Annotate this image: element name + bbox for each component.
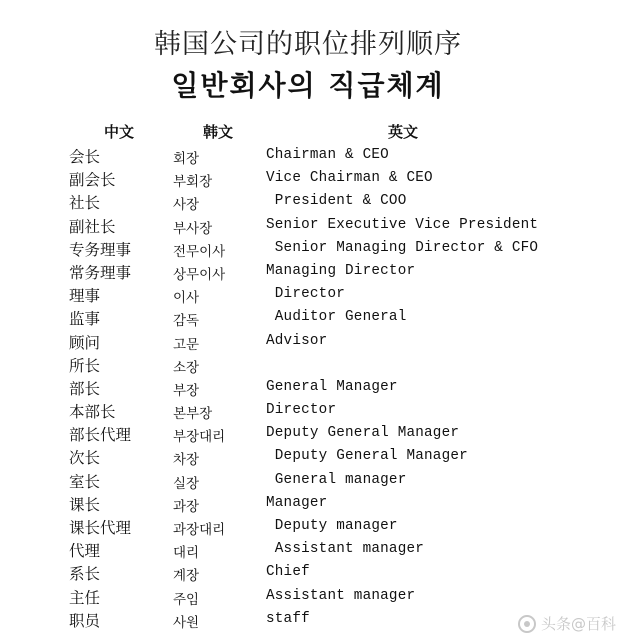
cell-chinese: 代理 <box>69 542 101 561</box>
table-row <box>0 398 628 421</box>
table-row <box>0 375 628 398</box>
cell-english: President & COO <box>266 193 407 210</box>
table-row <box>0 421 628 444</box>
header-korean: 韩文 <box>203 123 234 141</box>
table-row <box>0 305 628 328</box>
table-row <box>0 329 628 352</box>
cell-english: General manager <box>266 471 407 488</box>
table-row <box>0 584 628 607</box>
position-table <box>0 143 628 630</box>
cell-english: General Manager <box>266 378 398 395</box>
cell-korean: 과장대리 <box>173 522 226 538</box>
cell-chinese: 顾问 <box>69 333 101 352</box>
table-row <box>0 236 628 259</box>
header-chinese: 中文 <box>104 123 135 141</box>
cell-english: staff <box>266 610 310 627</box>
table-row <box>0 259 628 282</box>
cell-korean: 전무이사 <box>173 243 226 260</box>
cell-english: Chief <box>266 564 310 581</box>
table-row <box>0 282 628 305</box>
cell-english: Director <box>266 286 346 303</box>
cell-chinese: 课长 <box>69 495 101 514</box>
cell-chinese: 理事 <box>69 287 101 306</box>
cell-english: Auditor General <box>266 309 407 326</box>
cell-korean: 부장 <box>173 382 200 399</box>
cell-english: Senior Managing Director & CFO <box>266 239 539 256</box>
cell-english: Deputy manager <box>266 518 398 534</box>
table-row <box>0 213 628 236</box>
watermark <box>518 613 616 634</box>
cell-korean: 대리 <box>173 545 200 562</box>
cell-korean: 부장대리 <box>173 429 226 446</box>
cell-korean: 사장 <box>173 197 200 214</box>
toutiao-logo-icon <box>518 615 536 633</box>
cell-chinese: 课长代理 <box>69 519 132 537</box>
cell-english: Deputy General Manager <box>266 425 460 442</box>
cell-chinese: 常务理事 <box>69 263 132 282</box>
cell-english: Managing Director <box>266 262 416 279</box>
cell-chinese: 会长 <box>69 148 101 166</box>
table-row <box>0 514 628 537</box>
cell-korean: 계장 <box>173 568 200 585</box>
cell-korean: 이사 <box>173 290 200 307</box>
cell-english: Assistant manager <box>266 587 416 604</box>
cell-chinese: 社长 <box>69 194 101 213</box>
cell-korean: 과장 <box>173 498 200 515</box>
cell-korean: 고문 <box>173 336 200 353</box>
cell-korean: 사원 <box>173 614 200 631</box>
cell-korean: 소장 <box>173 359 200 376</box>
cell-korean: 실장 <box>173 475 200 492</box>
table-row <box>0 537 628 560</box>
cell-chinese: 职员 <box>69 611 101 630</box>
cell-english: Deputy General Manager <box>266 448 468 465</box>
watermark-text: 头条@百科 <box>540 615 616 633</box>
cell-chinese: 室长 <box>69 472 101 491</box>
table-row <box>0 143 628 166</box>
cell-chinese: 专务理事 <box>69 240 132 259</box>
cell-korean: 부사장 <box>173 220 213 237</box>
cell-english: Chairman & CEO <box>266 147 389 163</box>
cell-korean: 본부장 <box>173 406 213 423</box>
cell-korean: 감독 <box>173 313 200 330</box>
cell-chinese: 本部长 <box>69 403 116 422</box>
cell-chinese: 监事 <box>69 310 101 329</box>
page-title-chinese: 韩国公司的职位排列顺序 <box>154 29 462 60</box>
table-row <box>0 468 628 491</box>
page-title-korean: 일반회사의 직급체계 <box>171 69 445 102</box>
cell-korean: 회장 <box>173 151 200 167</box>
cell-english: Director <box>266 402 337 419</box>
table-row <box>0 189 628 212</box>
table-row <box>0 444 628 467</box>
cell-korean: 부회장 <box>173 174 213 191</box>
cell-chinese: 系长 <box>69 565 101 584</box>
cell-chinese: 所长 <box>69 356 101 375</box>
cell-chinese: 副会长 <box>69 171 116 190</box>
table-row <box>0 491 628 514</box>
cell-english: Advisor <box>266 332 328 349</box>
cell-korean: 차장 <box>173 452 200 469</box>
cell-english: Vice Chairman & CEO <box>266 170 433 187</box>
cell-chinese: 次长 <box>69 449 101 468</box>
cell-english: Assistant manager <box>266 541 425 558</box>
cell-chinese: 副社长 <box>69 217 116 236</box>
cell-korean: 주임 <box>173 591 200 608</box>
cell-korean: 상무이사 <box>173 266 226 283</box>
table-row <box>0 166 628 189</box>
cell-english: Manager <box>266 494 328 511</box>
cell-chinese: 部长代理 <box>69 426 132 445</box>
cell-chinese: 部长 <box>69 379 101 398</box>
header-english: 英文 <box>388 123 419 141</box>
table-row <box>0 352 628 375</box>
cell-chinese: 主任 <box>69 588 101 607</box>
cell-english: Senior Executive Vice President <box>266 216 539 233</box>
table-row <box>0 560 628 583</box>
